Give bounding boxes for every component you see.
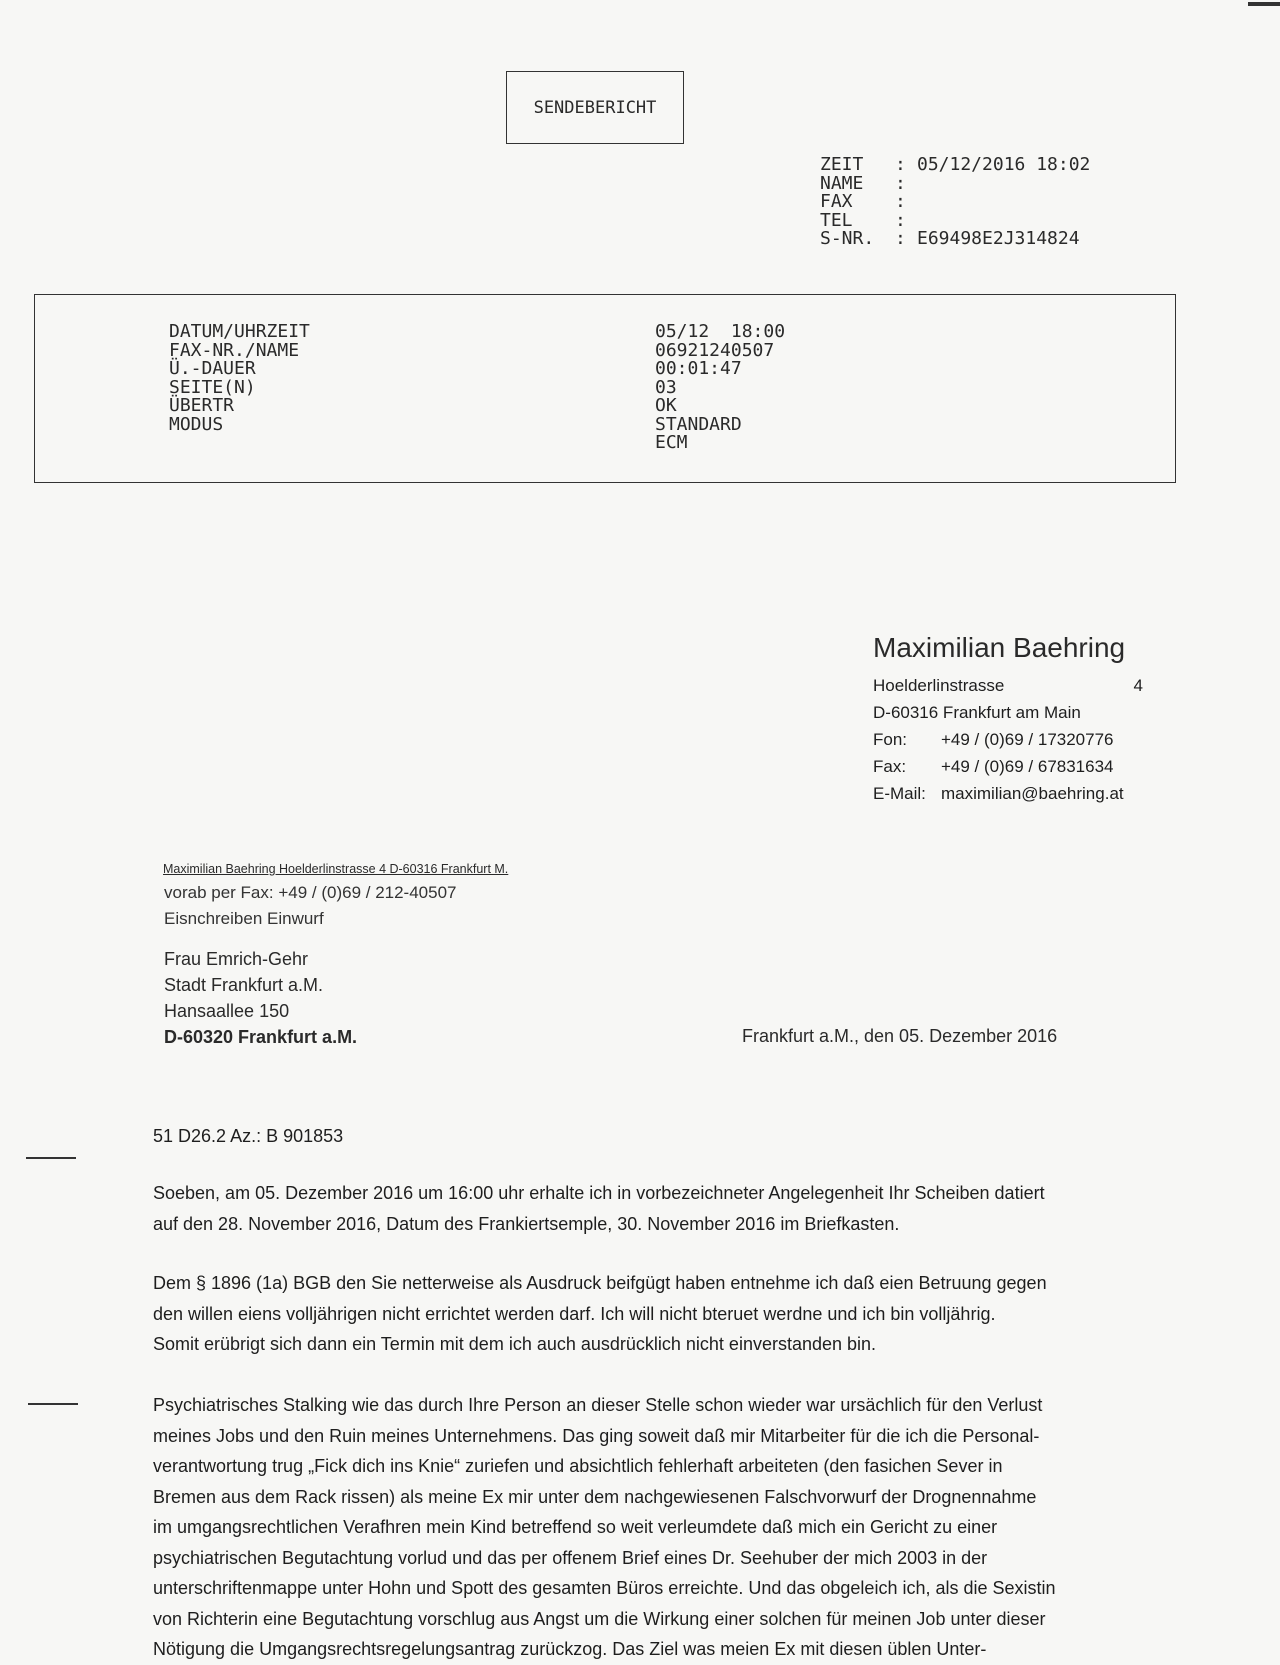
header-row-name: NAME : [820, 172, 906, 194]
margin-mark [26, 1157, 76, 1159]
scan-edge-line [1248, 2, 1280, 6]
date-line: Frankfurt a.M., den 05. Dezember 2016 [742, 1026, 1058, 1046]
sender-street: Hoelderlinstrasse 4 [873, 676, 1143, 695]
report-values: 05/12 18:00 06921240507 00:01:47 03 OK STANDARD ECM [655, 321, 786, 453]
sender-fon: Fon: +49 / (0)69 / 17320776 [873, 730, 1114, 749]
return-address-line: Maximilian Baehring Hoelderlinstrasse 4 D-60316 Frankfurt M. [163, 862, 509, 876]
report-title: SENDEBERICHT [533, 97, 657, 118]
header-row-fax: FAX : [820, 191, 906, 212]
paragraph-1: Soeben, am 05. Dezember 2016 um 16:00 uhr erhalte ich in vorbezeichneter Angelegenheit Ihr Scheiben datiert auf den 28. November 2016, Datum des Frankiertsemple, 30. November 2016 im Briefkasten. [153, 1183, 1045, 1234]
report-title-box [506, 71, 684, 144]
transmission-report-box [34, 294, 1176, 483]
sender-city: D-60316 Frankfurt am Main [873, 703, 1081, 722]
recipient-address: Frau Emrich-Gehr Stadt Frankfurt a.M. Hansaallee 150 D-60320 Frankfurt a.M. [164, 949, 358, 1047]
shipping-notes: vorab per Fax: +49 / (0)69 / 212-40507 Eisnchreiben Einwurf [164, 883, 457, 928]
header-row-snr: S-NR. : E69498E2J314824 [820, 228, 1080, 249]
reference-number: 51 D26.2 Az.: B 901853 [153, 1126, 344, 1146]
sender-block [873, 632, 1143, 807]
report-labels: DATUM/UHRZEIT FAX-NR./NAME Ü.-DAUER SEITE(N) ÜBERTR MODUS [169, 321, 310, 435]
report-header [820, 156, 1090, 249]
paragraph-3: Psychiatrisches Stalking wie das durch Ihre Person an dieser Stelle schon wieder war ursächlich für den Verlust meines Jobs und den Ruin meines Unternehmens. Das ging soweit daß mir Mitarbeiter für die ich die Personal- verantwortung trug „Fick dich ins Knie“ zuriefen und absichtlich fehlerhaft arbeiteten (den fasichen Sever in Bremen aus dem Rack rissen) als meine Ex mir unter dem nachgewiesenen Falschvorwurf der Drognennahme im umgangsrechtlichen Verafhren mein Kind betreffend so weit verleumdete daß mich ein Gericht zu einer psychiatrischen Begutachtung vorlud und das per offenem Brief eines Dr. Seehuber der mich 2003 in der unterschriftenmappe unter Hohn und Spott des gesamten Büros erreichte. Und das obgeleich ich, als die Sexistin von Richterin eine Begutachtung vorschlug aus Angst um die Wirkung einer solchen für meinen Job unter dieser Nötigung die Umgangsrechtsregelungsantrag zurückzog. Das Ziel was meien Ex mit diesen üblen Unter- [153, 1395, 1056, 1659]
sender-email: E-Mail: maximilian@baehring.at [873, 784, 1124, 803]
paragraph-2: Dem § 1896 (1a) BGB den Sie netterweise als Ausdruck beifgügt haben entnehme ich daß eien Betruung gegen den willen eiens volljährigen nicht errichtet werden darf. Ich will nicht bteruet werdne und ich bin volljährig. Somit erübrigt sich dann ein Termin mit dem ich auch ausdrücklich nicht einverstanden bin. [153, 1273, 1047, 1354]
sender-name: Maximilian Baehring [873, 632, 1126, 663]
margin-mark [28, 1403, 78, 1405]
header-row-tel: TEL : [820, 209, 906, 231]
sender-fax: Fax: +49 / (0)69 / 67831634 [873, 757, 1114, 776]
header-row-zeit: ZEIT : 05/12/2016 18:02 [820, 154, 1091, 175]
